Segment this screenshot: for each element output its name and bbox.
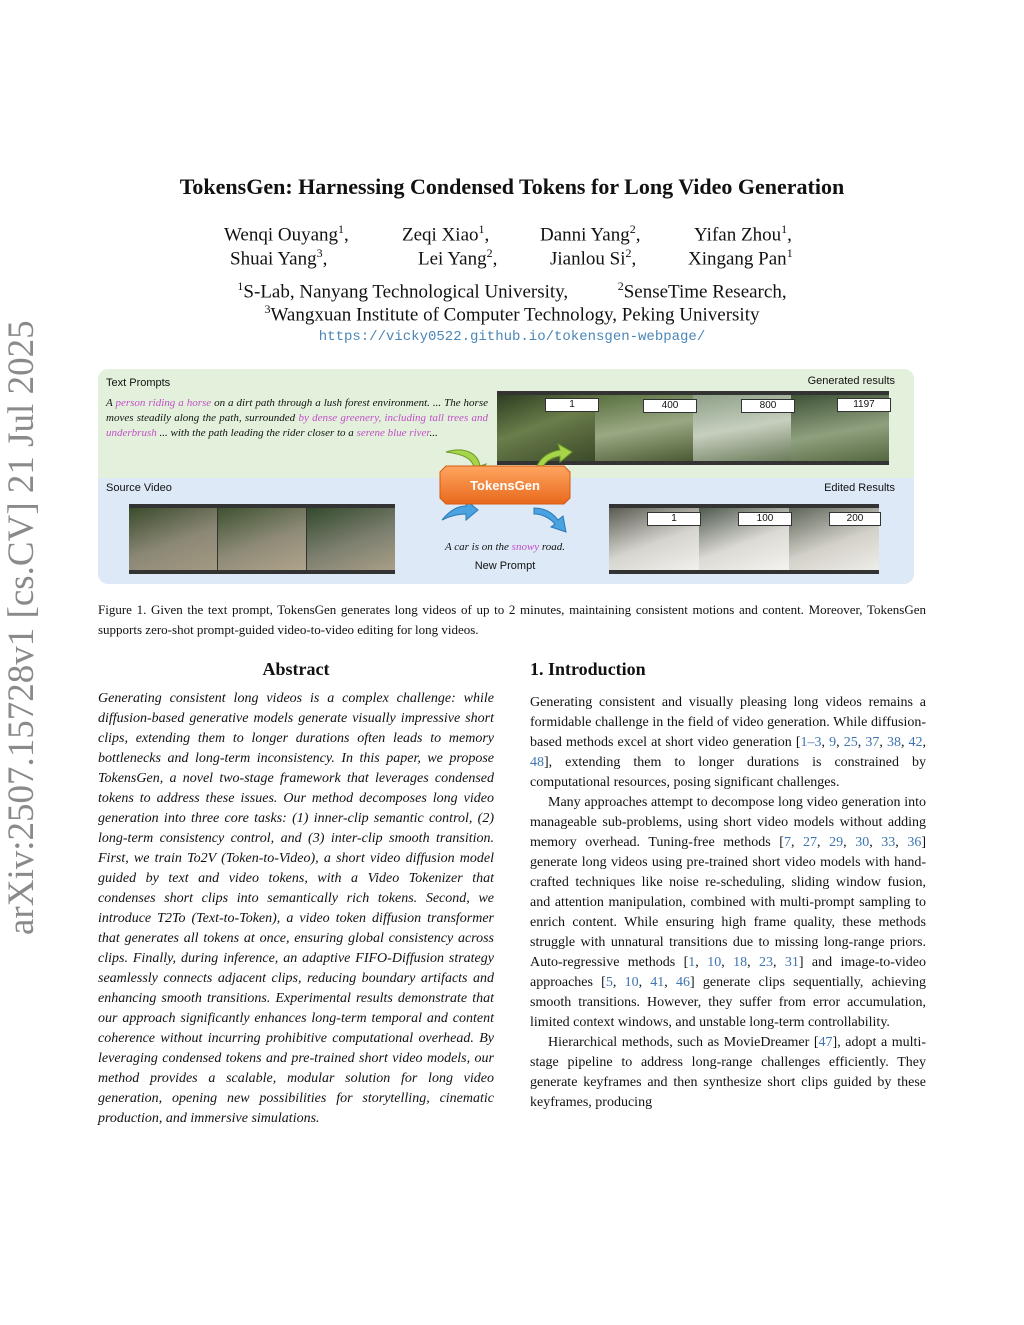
author-name: Yifan Zhou$^1$, <box>694 222 792 246</box>
prompt-text: A <box>106 397 116 409</box>
abstract-body: Generating consistent long videos is a complex challenge: while diffusion-based generative models generate visually impressive short clips, extending them to longer durations often leads to memory bottlenecks and long-term inconsistency. In this paper, we propose TokensGen, a novel two-stage framework that leverages condensed tokens to address these issues. Our method decomposes long video generation into three core tasks: (1) inner-clip semantic control, (2) long-term consistency control, and (3) inter-clip smooth transition. First, we train To2V (Token-to-Video), a short video diffusion model guided by text and video tokens, with a Video Tokenizer that condenses short clips into semantically rich tokens. Second, we introduce T2To (Text-to-Token), a video token diffusion transformer that generates all tokens at once, ensuring global consistency across clips. Finally, during inference, an adaptive FIFO-Diffusion strategy seamlessly connects adjacent clips, reducing boundary artifacts and enhancing smooth transitions. Experimental results demonstrate that our approach significantly enhances long-term temporal and content coherence without incurring prohibitive computational overhead. By leveraging condensed tokens and pre-trained short video models, our method provides a scalable, modular solution for long video generation, opening new possibilities for storytelling, cinematic production, and immersive simulations. <box>98 691 494 1126</box>
paragraph-text: ] generate clips sequentially, achieving smooth transitions. However, they suffer from error accumulation, limited context windows, and unstable long-term controllability. <box>530 975 927 1030</box>
source-frame <box>129 508 217 570</box>
citation-link[interactable]: 46 <box>676 975 690 990</box>
paragraph-text: ], adopt a multi-stage pipeline to address long-range challenges efficiently. They generate keyframes and then synthesize short clips guided by these keyframes, producing <box>530 1035 926 1110</box>
arrow-out-icon <box>534 508 566 532</box>
introduction-body <box>530 693 926 1113</box>
affiliation-line-1: $^1$S-Lab, Nanyang Technological University, $^2$SenseTime Research, <box>237 279 787 303</box>
abstract-heading: Abstract <box>262 659 330 679</box>
citation-link[interactable]: 25 <box>843 735 858 750</box>
citation-link[interactable]: 1–3 <box>800 735 822 750</box>
paragraph-text: ] generate long videos using pre-trained short video models with hand-crafted techniques like noise re-scheduling, sliding window fusion, and attention manipulation, combined with multi-prompt sampling to enrich content. While ensuring high frame quality, these methods struggle with unnatural transitions due to missing long-range priors. Auto-regressive methods [ <box>530 835 927 970</box>
project-url-link[interactable]: https://vicky0522.github.io/tokensgen-webpage/ <box>318 329 706 345</box>
new-prompt-text: A car is on the snowy road. <box>444 541 566 553</box>
frame-index-tag: 100 <box>738 512 792 526</box>
tokensgen-diagram <box>420 440 590 535</box>
citation-link[interactable]: 47 <box>818 1035 833 1050</box>
author-name: Zeqi Xiao$^1$, <box>402 222 490 246</box>
tokensgen-label: TokensGen <box>470 478 540 493</box>
paragraph-text: , <box>821 735 830 750</box>
citation-link[interactable]: 29 <box>829 835 844 850</box>
prompt-highlight: by dense greenery, including tall trees and underbrush <box>106 412 488 439</box>
citation-link[interactable]: 30 <box>855 835 870 850</box>
prompt-highlight: serene blue river <box>356 427 430 439</box>
citation-link[interactable]: 42 <box>908 735 923 750</box>
citation-link[interactable]: 38 <box>886 735 901 750</box>
author-name: Jianlou Si$^2$, <box>550 246 637 270</box>
new-prompt-label: New Prompt <box>474 560 536 572</box>
paragraph-text: , <box>817 835 830 850</box>
affiliation-line-2: $^3$Wangxuan Institute of Computer Technology, Peking University <box>264 302 760 326</box>
citation-link[interactable]: 27 <box>803 835 818 850</box>
intro-paragraph <box>530 1033 926 1113</box>
frame-index-tag: 200 <box>829 512 881 526</box>
paragraph-text: , <box>836 735 844 750</box>
arxiv-identifier: arXiv:2507.15728v1 [cs.CV] 21 Jul 2025 <box>1 320 42 935</box>
source-frame <box>218 508 306 570</box>
citation-link[interactable]: 7 <box>783 835 791 850</box>
paragraph-text: , <box>895 835 908 850</box>
author-name: Lei Yang$^2$, <box>418 246 498 270</box>
author-name: Xingang Pan$^1$ <box>688 246 793 270</box>
paragraph-text: , <box>721 955 734 970</box>
paragraph-text: , <box>695 955 708 970</box>
paragraph-text: , <box>922 735 927 750</box>
author-name: Danni Yang$^2$, <box>540 222 641 246</box>
intro-paragraph <box>530 793 926 1033</box>
intro-paragraph <box>530 693 926 793</box>
citation-link[interactable]: 48 <box>530 755 544 770</box>
paragraph-text: ] and image-to-video approaches [ <box>530 955 927 990</box>
introduction-heading: 1. Introduction <box>530 659 646 679</box>
author-name: Shuai Yang$^3$, <box>230 246 328 270</box>
frame-index-tag: 1197 <box>837 398 891 412</box>
frame-index-tag: 400 <box>643 399 697 413</box>
paragraph-text: Generating consistent and visually pleasing long videos remains a formidable challenge in the field of video generation. While diffusion-based methods excel at short video generation [ <box>530 695 926 750</box>
citation-link[interactable]: 10 <box>707 955 722 970</box>
citation-link[interactable]: 10 <box>624 975 639 990</box>
frame-index-tag: 1 <box>545 398 599 412</box>
author-name: Wenqi Ouyang$^1$, <box>224 222 349 246</box>
paragraph-text: , <box>664 975 676 990</box>
citation-link[interactable]: 1 <box>688 955 696 970</box>
source-video-strip <box>129 504 395 574</box>
paragraph-text: , <box>869 835 882 850</box>
frame-index-tag: 800 <box>741 399 795 413</box>
citation-link[interactable]: 9 <box>829 735 837 750</box>
citation-link[interactable]: 41 <box>650 975 665 990</box>
paragraph-text: , <box>879 735 887 750</box>
citation-link[interactable]: 33 <box>881 835 896 850</box>
paragraph-text: , <box>772 955 785 970</box>
paragraph-text: , <box>612 975 625 990</box>
citation-link[interactable]: 23 <box>758 955 773 970</box>
paragraph-text: ], extending them to longer durations is constrained by computational resources, posing significant challenges. <box>530 755 926 790</box>
text-prompts-label: Text Prompts <box>106 377 171 389</box>
citation-link[interactable]: 36 <box>907 835 922 850</box>
paragraph-text: Many approaches attempt to decompose long video generation into manageable sub-problems, using short video models without adding memory overhead. Tuning-free methods [ <box>530 795 926 850</box>
source-video-label: Source Video <box>106 482 172 494</box>
citation-link[interactable]: 5 <box>605 975 613 990</box>
generated-results-label: Generated results <box>807 375 895 387</box>
paper-title: TokensGen: Harnessing Condensed Tokens for Long Video Generation <box>179 174 845 199</box>
paragraph-text: , <box>790 835 804 850</box>
edited-results-label: Edited Results <box>824 482 895 494</box>
figure-caption: Figure 1. Given the text prompt, TokensGen generates long videos of up to 2 minutes, maintaining consistent motions and content. Moreover, TokensGen supports zero-shot prompt-guided video-to-video editing for long videos. <box>98 602 926 637</box>
paragraph-text: , <box>747 955 759 970</box>
source-frame <box>307 508 395 570</box>
paragraph-text: , <box>638 975 651 990</box>
frame-index-tag: 1 <box>647 512 701 526</box>
prompt-text: ... <box>429 427 438 439</box>
citation-link[interactable]: 37 <box>865 735 880 750</box>
paragraph-text: , <box>900 735 909 750</box>
paragraph-text: Hierarchical methods, such as MovieDreamer [ <box>548 1035 819 1050</box>
prompt-highlight: person riding a horse <box>115 397 212 409</box>
paragraph-text: , <box>843 835 856 850</box>
citation-link[interactable]: 31 <box>784 955 799 970</box>
paragraph-text: , <box>857 735 866 750</box>
prompt-text: on a dirt path through a lush forest environment. ... The horse moves steadily along the path, surrounded <box>106 397 488 424</box>
citation-link[interactable]: 18 <box>733 955 748 970</box>
text-prompt <box>106 396 488 441</box>
prompt-text: ... with the path leading the rider closer to a <box>156 427 357 439</box>
